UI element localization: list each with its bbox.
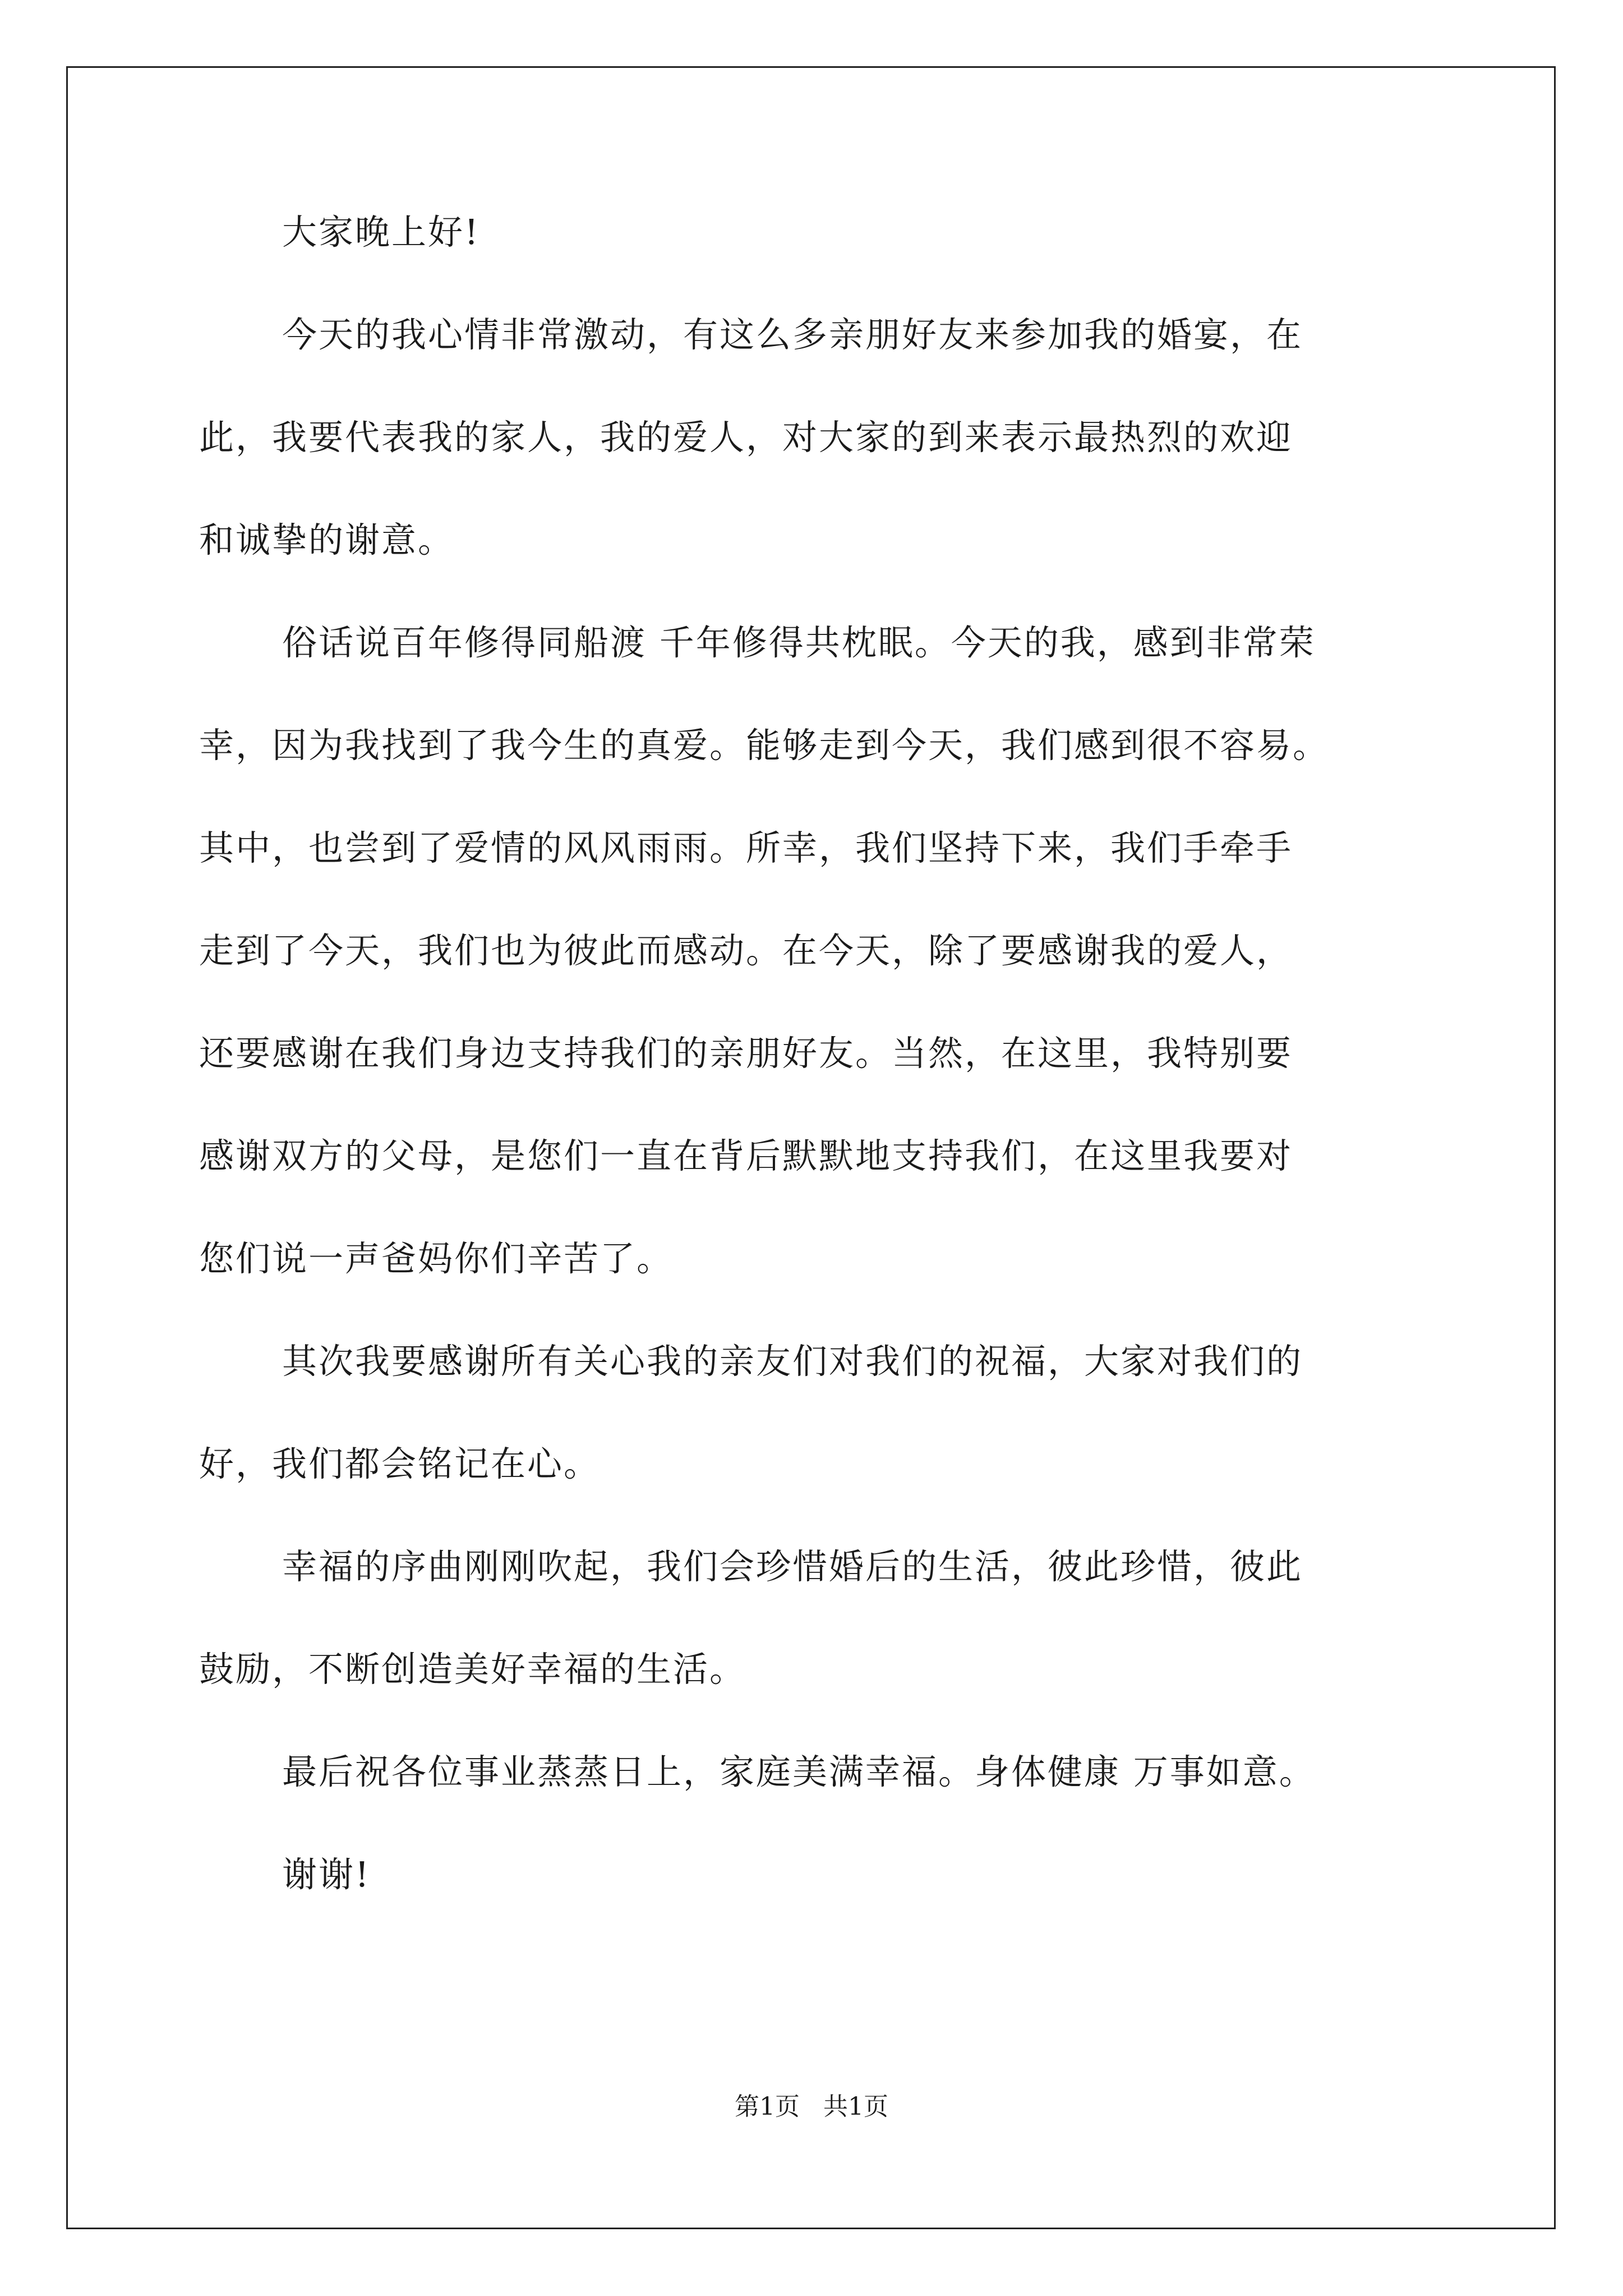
text-line: 鼓励，不断创造美好幸福的生活。: [199, 1649, 746, 1690]
text-line: 此，我要代表我的家人，我的爱人，对大家的到来表示最热烈的欢迎: [199, 417, 1293, 458]
text-line: 幸福的序曲刚刚吹起，我们会珍惜婚后的生活，彼此珍惜，彼此: [282, 1546, 1303, 1587]
text-line: 俗话说百年修得同船渡 千年修得共枕眠。今天的我，感到非常荣: [282, 622, 1316, 663]
text-line: 和诚挚的谢意。: [199, 519, 455, 560]
page-number-footer: 第1页 共1页: [735, 2092, 888, 2121]
text-line: 还要感谢在我们身边支持我们的亲朋好友。当然，在这里，我特别要: [199, 1033, 1293, 1074]
text-line: 其中，也尝到了爱情的风风雨雨。所幸，我们坚持下来，我们手牵手: [199, 827, 1293, 868]
text-line: 幸，因为我找到了我今生的真爱。能够走到今天，我们感到很不容易。: [199, 725, 1330, 766]
text-line: 其次我要感谢所有关心我的亲友们对我们的祝福，大家对我们的: [282, 1341, 1303, 1382]
text-line: 大家晚上好!: [282, 211, 480, 252]
text-line: 好，我们都会铭记在心。: [199, 1443, 601, 1484]
text-line: 您们说一声爸妈你们辛苦了。: [199, 1238, 674, 1279]
text-line: 走到了今天，我们也为彼此而感动。在今天，除了要感谢我的爱人，: [199, 930, 1293, 971]
text-line: 最后祝各位事业蒸蒸日上，家庭美满幸福。身体健康 万事如意。: [282, 1751, 1316, 1792]
text-line: 感谢双方的父母，是您们一直在背后默默地支持我们，在这里我要对: [199, 1135, 1293, 1176]
text-line: 今天的我心情非常激动，有这么多亲朋好友来参加我的婚宴，在: [282, 314, 1303, 355]
text-line: 谢谢!: [282, 1854, 371, 1895]
